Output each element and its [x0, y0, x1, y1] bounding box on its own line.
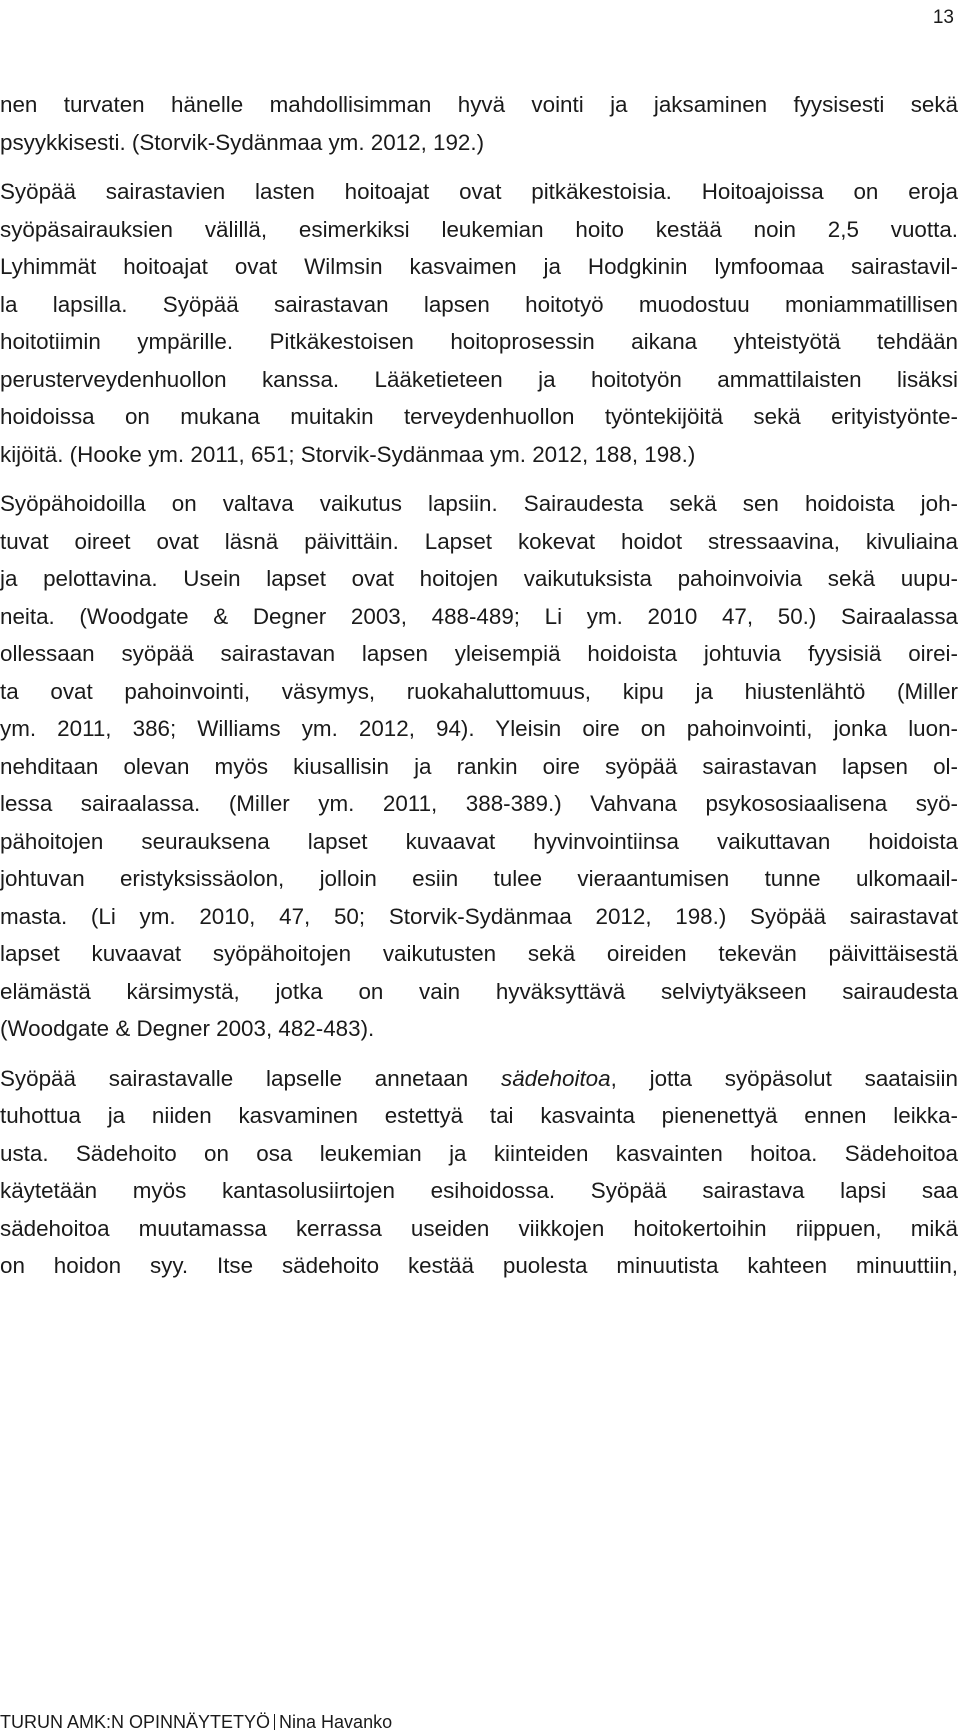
- text-line: perusterveydenhuollon kanssa. Lääketieteen ja hoitotyön ammattilaisten lisäksi: [0, 366, 958, 392]
- text-run: , jotta syöpäsolut saataisiin: [610, 1065, 958, 1091]
- text-line: on hoidon syy. Itse sädehoito kestää puolesta minuutista kahteen minuuttiin,: [0, 1253, 958, 1278]
- page-number: 13: [932, 7, 954, 28]
- text-line: ollessaan syöpää sairastavan lapsen yleisempiä hoidoista johtuvia fyysisiä oirei-: [0, 641, 958, 666]
- text-line: hoidoissa on mukana muitakin terveydenhuollon työntekijöitä sekä erityistyönte-: [0, 404, 958, 429]
- text-line: pähoitojen seurauksena lapset kuvaavat hyvinvointiinsa vaikuttavan hoidoista: [0, 828, 958, 854]
- text-line: käytetään myös kantasolusiirtojen esihoidossa. Syöpää sairastava lapsi saa: [0, 1178, 958, 1203]
- text-line: [0, 1060, 958, 1098]
- text-line: lapset kuvaavat syöpähoitojen vaikutusten sekä oireiden tekevän päivittäisestä: [0, 941, 958, 966]
- text-line: ym. 2011, 386; Williams ym. 2012, 94). Yleisin oire on pahoinvointi, jonka luon-: [0, 716, 958, 741]
- paragraph: [0, 173, 958, 473]
- footer-institution: TURUN AMK:N OPINNÄYTETYÖ: [0, 1712, 271, 1732]
- text-line: johtuvan eristyksissäolon, jolloin esiin tulee vieraantumisen tunne ulkomaail-: [0, 866, 958, 891]
- text-line: lessa sairaalassa. (Miller ym. 2011, 388-389.) Vahvana psykososiaalisena syö-: [0, 791, 958, 816]
- text-line: syöpäsairauksien välillä, esimerkiksi leukemian hoito kestää noin 2,5 vuotta.: [0, 216, 958, 242]
- text-line: tuvat oireet ovat läsnä päivittäin. Lapset kokevat hoidot stressaavina, kivuliaina: [0, 528, 958, 554]
- footer-author: Nina Havanko: [279, 1712, 393, 1732]
- text-line: kijöitä. (Hooke ym. 2011, 651; Storvik-Sydänmaa ym. 2012, 188, 198.): [0, 441, 696, 467]
- paragraph: [0, 86, 958, 161]
- text-line: Lyhimmät hoitoajat ovat Wilmsin kasvaimen ja Hodgkinin lymfoomaa sairastavil-: [0, 254, 958, 279]
- paragraph: [0, 485, 958, 1048]
- text-line: sädehoitoa muutamassa kerrassa useiden viikkojen hoitokertoihin riippuen, mikä: [0, 1215, 958, 1241]
- text-line: nehditaan olevan myös kiusallisin ja rankin oire syöpää sairastavan lapsen ol-: [0, 753, 958, 779]
- text-line: tuhottua ja niiden kasvaminen estettyä tai kasvainta pienenettyä ennen leikka-: [0, 1103, 958, 1128]
- document-body: [0, 86, 958, 1285]
- text-line: usta. Sädehoito on osa leukemian ja kiinteiden kasvainten hoitoa. Sädehoitoa: [0, 1140, 958, 1166]
- text-line: la lapsilla. Syöpää sairastavan lapsen hoitotyö muodostuu moniammatillisen: [0, 291, 958, 317]
- text-run: Syöpää sairastavalle lapselle annetaan: [0, 1065, 502, 1091]
- text-line: neita. (Woodgate & Degner 2003, 488-489; Li ym. 2010 47, 50.) Sairaalassa: [0, 603, 958, 629]
- text-line: Syöpähoidoilla on valtava vaikutus lapsiin. Sairaudesta sekä sen hoidoista joh-: [0, 491, 958, 516]
- text-line: (Woodgate & Degner 2003, 482-483).: [0, 1016, 375, 1041]
- page-footer: [0, 1713, 392, 1731]
- paragraph: [0, 1060, 958, 1285]
- text-line: masta. (Li ym. 2010, 47, 50; Storvik-Sydänmaa 2012, 198.) Syöpää sairastavat: [0, 903, 958, 929]
- footer-separator: [274, 1714, 275, 1730]
- text-line: psyykkisesti. (Storvik-Sydänmaa ym. 2012, 192.): [0, 129, 485, 155]
- text-line: nen turvaten hänelle mahdollisimman hyvä vointi ja jaksaminen fyysisesti sekä: [0, 92, 958, 117]
- emphasized-term: sädehoitoa: [501, 1065, 611, 1091]
- text-line: ja pelottavina. Usein lapset ovat hoitojen vaikutuksista pahoinvoivia sekä uupu-: [0, 566, 958, 591]
- text-line: ta ovat pahoinvointi, väsymys, ruokahaluttomuus, kipu ja hiustenlähtö (Miller: [0, 678, 958, 704]
- text-line: elämästä kärsimystä, jotka on vain hyväksyttävä selviytyäkseen sairaudesta: [0, 978, 958, 1004]
- text-line: hoitotiimin ympärille. Pitkäkestoisen hoitoprosessin aikana yhteistyötä tehdään: [0, 329, 958, 354]
- text-line: Syöpää sairastavien lasten hoitoajat ovat pitkäkestoisia. Hoitoajoissa on eroja: [0, 179, 958, 204]
